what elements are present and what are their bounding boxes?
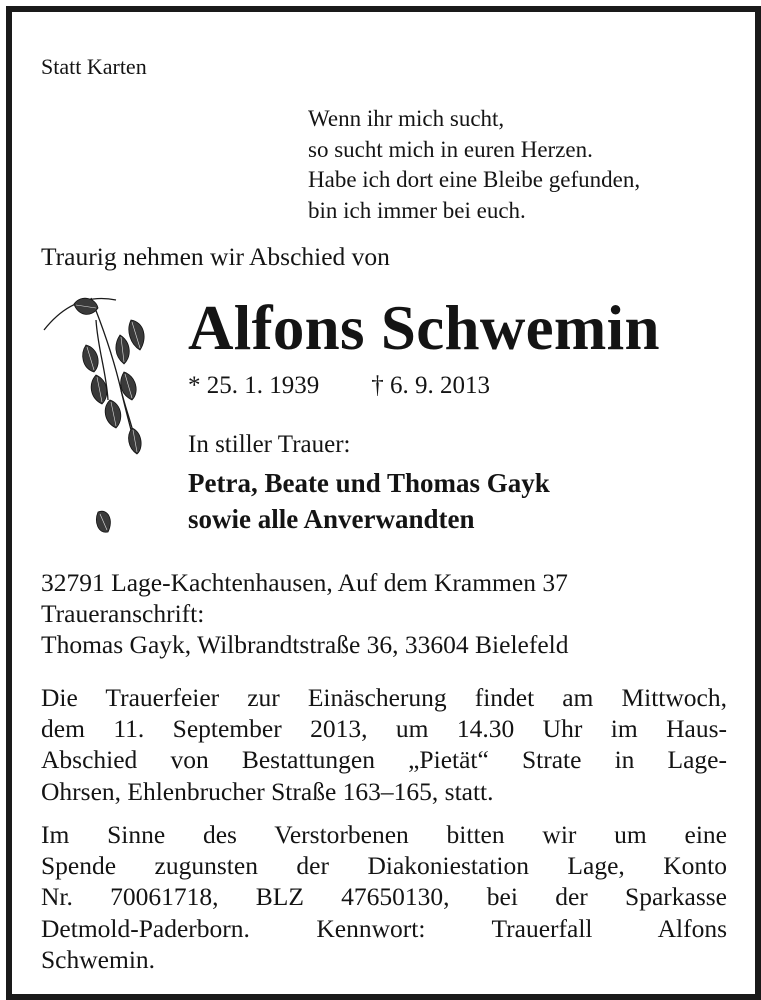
paragraph-line: Ohrsen, Ehlenbrucher Straße 163–165, statt. [41,776,494,806]
poem-line: Wenn ihr mich sucht, [308,106,505,131]
address-line: 32791 Lage-Kachtenhausen, Auf dem Krammen 37 [41,568,568,597]
paragraph-line: dem 11. September 2013, um 14.30 Uhr im Haus- [41,714,727,744]
death-date: † 6. 9. 2013 [371,372,490,399]
mourning-label: In stiller Trauer: [188,431,351,458]
poem [308,104,640,226]
paragraph-line: Spende zugunsten der Diakoniestation Lage, Konto [41,851,727,881]
poem-line: bin ich immer bei euch. [308,197,526,223]
address-block [41,567,569,660]
birth-date: * 25. 1. 1939 [188,372,320,399]
paragraph-line: Die Trauerfeier zur Einäscherung findet am Mittwoch, [41,683,727,712]
deceased-name: Alfons Schwemin [188,293,660,363]
paragraph-line: Schwemin. [41,944,156,974]
intro-text: Traurig nehmen wir Abschied von [41,242,390,271]
statt-karten-label: Statt Karten [41,54,147,79]
mourner-line: Petra, Beate und Thomas Gayk [188,468,550,498]
mourners [188,465,550,537]
poem-line: Habe ich dort eine Bleibe gefunden, [308,167,641,192]
funeral-paragraph [41,682,727,807]
address-line: Traueranschrift: [41,599,205,628]
obituary-notice [6,6,761,1000]
poem-line: so sucht mich in euren Herzen. [308,136,593,162]
birch-branch-icon [36,290,156,550]
address-line: Thomas Gayk, Wilbrandtstraße 36, 33604 Bielefeld [41,630,569,659]
donation-paragraph [41,819,727,975]
paragraph-line: Abschied von Bestattungen „Pietät“ Strate in Lage- [41,745,727,775]
mourner-line: sowie alle Anverwandten [188,504,475,534]
life-dates [188,372,490,400]
paragraph-line: Nr. 70061718, BLZ 47650130, bei der Sparkasse [41,882,727,912]
paragraph-line: Detmold-Paderborn. Kennwort: Trauerfall Alfons [41,913,727,943]
paragraph-line: Im Sinne des Verstorbenen bitten wir um eine [41,820,727,849]
